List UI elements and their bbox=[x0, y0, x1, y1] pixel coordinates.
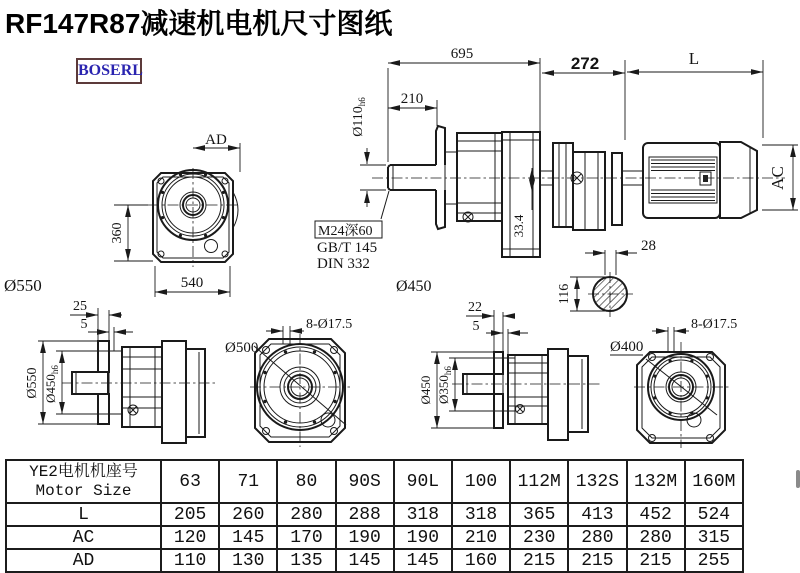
dia-450-dim-label: Ø450 bbox=[418, 375, 433, 405]
size-header-cell: 100 bbox=[452, 460, 510, 503]
value-cell: 135 bbox=[277, 549, 335, 572]
table-header-cn: YE2电机机座号 bbox=[29, 463, 138, 481]
value-cell: 145 bbox=[394, 549, 452, 572]
value-cell: 215 bbox=[627, 549, 685, 572]
value-cell: 205 bbox=[161, 503, 219, 526]
value-cell: 120 bbox=[161, 526, 219, 549]
dia-450-label: Ø450 bbox=[396, 278, 432, 295]
dim-334-label: 33.4 bbox=[511, 214, 526, 238]
front-view-flange-400 bbox=[610, 317, 737, 448]
value-cell: 280 bbox=[277, 503, 335, 526]
page-title: RF147R87减速机电机尺寸图纸 bbox=[5, 8, 393, 39]
value-cell: 190 bbox=[336, 526, 394, 549]
table-header-motor-size bbox=[6, 460, 161, 503]
value-cell: 318 bbox=[452, 503, 510, 526]
shaft-diameter-label: $Ø110_{h6}$ bbox=[351, 97, 367, 137]
size-header-cell: 132S bbox=[568, 460, 626, 503]
dim-L-label: L bbox=[688, 49, 700, 68]
dim-360-label: 360 bbox=[110, 222, 125, 244]
dia-500-label: Ø500 bbox=[225, 340, 259, 356]
dim-5-label: 5 bbox=[80, 317, 88, 332]
size-header-cell: 63 bbox=[161, 460, 219, 503]
dim-540-label: 540 bbox=[180, 275, 204, 291]
table-header-en: Motor Size bbox=[35, 482, 132, 500]
shaft-cross-section bbox=[557, 238, 656, 317]
row-label-cell: AD bbox=[6, 549, 161, 572]
row-label-cell: L bbox=[6, 503, 161, 526]
value-cell: 413 bbox=[568, 503, 626, 526]
bolt-pattern-label: 8-Ø17.5 bbox=[691, 317, 738, 332]
value-cell: 280 bbox=[568, 526, 626, 549]
value-cell: 145 bbox=[219, 526, 277, 549]
value-cell: 255 bbox=[685, 549, 743, 572]
value-cell: 315 bbox=[685, 526, 743, 549]
std-gbt-label: GB/T 145 bbox=[317, 240, 378, 256]
dia-350h6-dim-label: $Ø350_{h6}$ bbox=[436, 366, 453, 404]
dia-550-label: Ø550 bbox=[4, 276, 42, 295]
bolt-pattern-label: 8-Ø17.5 bbox=[306, 317, 353, 332]
dim-695-label: 695 bbox=[450, 46, 474, 62]
value-cell: 170 bbox=[277, 526, 335, 549]
size-header-cell: 90S bbox=[336, 460, 394, 503]
dim-5-label: 5 bbox=[472, 319, 480, 334]
value-cell: 130 bbox=[219, 549, 277, 572]
size-header-cell: 132M bbox=[627, 460, 685, 503]
value-cell: 145 bbox=[336, 549, 394, 572]
dia-550-dim-label: Ø550 bbox=[25, 367, 40, 399]
side-view-motor bbox=[612, 142, 798, 225]
value-cell: 190 bbox=[394, 526, 452, 549]
value-cell: 524 bbox=[685, 503, 743, 526]
side-view-flange-550 bbox=[25, 299, 258, 443]
table-row-AC bbox=[6, 526, 743, 549]
table-row-AD bbox=[6, 549, 743, 572]
size-header-cell: 90L bbox=[394, 460, 452, 503]
tap-note-label: M24深60 bbox=[318, 224, 373, 239]
dim-AD-label: AD bbox=[205, 132, 227, 148]
table-row-L bbox=[6, 503, 743, 526]
dia-400-label: Ø400 bbox=[610, 339, 644, 355]
dim-25-label: 25 bbox=[73, 299, 87, 314]
value-cell: 160 bbox=[452, 549, 510, 572]
value-cell: 260 bbox=[219, 503, 277, 526]
value-cell: 110 bbox=[161, 549, 219, 572]
value-cell: 288 bbox=[336, 503, 394, 526]
value-cell: 280 bbox=[627, 526, 685, 549]
dim-28-label: 28 bbox=[641, 238, 656, 254]
dim-210-label: 210 bbox=[400, 91, 424, 107]
value-cell: 210 bbox=[452, 526, 510, 549]
row-label-cell: AC bbox=[6, 526, 161, 549]
value-cell: 230 bbox=[510, 526, 568, 549]
value-cell: 365 bbox=[510, 503, 568, 526]
dim-AC-label: AC bbox=[768, 166, 787, 190]
value-cell: 452 bbox=[627, 503, 685, 526]
front-view-flange-500 bbox=[250, 317, 352, 447]
side-view-flange-450 bbox=[418, 300, 600, 440]
size-header-cell: 80 bbox=[277, 460, 335, 503]
std-din-label: DIN 332 bbox=[317, 256, 370, 272]
dim-22-label: 22 bbox=[468, 300, 482, 315]
brand-logo: BOSERL bbox=[76, 58, 142, 84]
size-header-cell: 71 bbox=[219, 460, 277, 503]
value-cell: 318 bbox=[394, 503, 452, 526]
dia-450h6-dim-label: $Ø450_{h6}$ bbox=[43, 365, 60, 403]
dim-272-label: 272 bbox=[570, 54, 600, 73]
value-cell: 215 bbox=[568, 549, 626, 572]
dim-116-label: 116 bbox=[557, 283, 572, 305]
size-header-cell: 112M bbox=[510, 460, 568, 503]
motor-size-table bbox=[5, 459, 744, 573]
size-header-cell: 160M bbox=[685, 460, 743, 503]
scrollbar-thumb[interactable] bbox=[796, 470, 800, 488]
value-cell: 215 bbox=[510, 549, 568, 572]
front-view-gearbox-550 bbox=[4, 132, 240, 297]
